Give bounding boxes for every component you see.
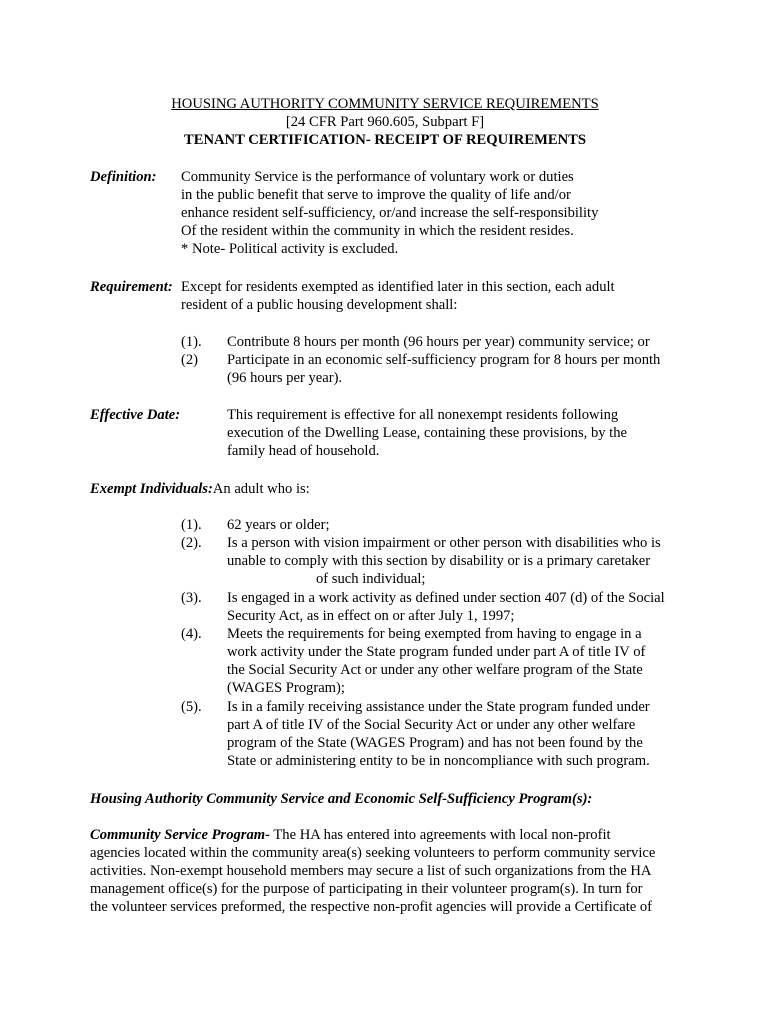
- exempt-item-number: (5).: [181, 699, 202, 715]
- exempt-item-number: (2).: [181, 535, 202, 551]
- effective-date-label: Effective Date:: [90, 407, 181, 423]
- definition-line: enhance resident self-sufficiency, or/and increase the self-responsibility: [181, 205, 599, 221]
- exempt-heading-row: [90, 480, 310, 498]
- document-subtitle: TENANT CERTIFICATION- RECEIPT OF REQUIREMENTS: [184, 132, 586, 148]
- exempt-item-text: State or administering entity to be in noncompliance with such program.: [227, 753, 650, 769]
- exempt-item-number: (4).: [181, 626, 202, 642]
- document-title: [0, 95, 770, 113]
- definition-note: * Note- Political activity is excluded.: [181, 241, 399, 257]
- exempt-item-number: (3).: [181, 590, 202, 606]
- exempt-item-text: (WAGES Program);: [227, 680, 345, 696]
- exempt-item-text: 62 years or older;: [227, 517, 330, 533]
- requirement-label: Requirement:: [90, 279, 173, 295]
- community-service-text: The HA has entered into agreements with local non-profit: [273, 827, 611, 843]
- effective-date-line: execution of the Dwelling Lease, containing these provisions, by the: [227, 425, 628, 441]
- exempt-item-text: Meets the requirements for being exempted from having to engage in a: [227, 626, 642, 642]
- definition-line: Of the resident within the community in which the resident resides.: [181, 223, 574, 239]
- requirement-item-number: (1).: [181, 334, 202, 350]
- exempt-item-text: Is in a family receiving assistance under the State program funded under: [227, 699, 650, 715]
- exempt-item-text: program of the State (WAGES Program) and has not been found by the: [227, 735, 643, 751]
- exempt-intro: An adult who is:: [212, 481, 310, 497]
- exempt-item-text: unable to comply with this section by disability or is a primary caretaker: [227, 553, 651, 569]
- community-service-line: the volunteer services preformed, the respective non-profit agencies will provide a Certificate of: [90, 899, 653, 915]
- community-service-line: management office(s) for the purpose of participating in their volunteer program(s). In turn for: [90, 881, 643, 897]
- community-service-label: Community Service Program-: [90, 827, 270, 843]
- document-title-text: HOUSING AUTHORITY COMMUNITY SERVICE REQUIREMENTS: [171, 96, 599, 112]
- exempt-item-text: Is engaged in a work activity as defined under section 407 (d) of the Social: [227, 590, 665, 606]
- requirement-line: resident of a public housing development shall:: [181, 297, 458, 313]
- exempt-label: Exempt Individuals:: [90, 481, 213, 497]
- requirement-line: Except for residents exempted as identified later in this section, each adult: [181, 279, 615, 295]
- requirement-item-number: (2): [181, 352, 199, 368]
- exempt-item-text: part A of title IV of the Social Security Act or under any other welfare: [227, 717, 636, 733]
- effective-date-line: This requirement is effective for all nonexempt residents following: [227, 407, 619, 423]
- definition-line: in the public benefit that serve to improve the quality of life and/or: [181, 187, 571, 203]
- requirement-item-text: Contribute 8 hours per month (96 hours per year) community service; or: [227, 334, 650, 350]
- requirement-item-text: Participate in an economic self-sufficiency program for 8 hours per month: [227, 352, 661, 368]
- community-service-row: [90, 826, 611, 844]
- exempt-item-text: of such individual;: [316, 571, 426, 587]
- community-service-line: agencies located within the community area(s) seeking volunteers to perform community service: [90, 845, 656, 861]
- community-service-line: activities. Non-exempt household members may secure a list of such organizations from the HA: [90, 863, 652, 879]
- requirement-item-text: (96 hours per year).: [227, 370, 343, 386]
- exempt-item-text: the Social Security Act or under any other welfare program of the State: [227, 662, 643, 678]
- exempt-item-text: work activity under the State program funded under part A of title IV of: [227, 644, 646, 660]
- definition-label: Definition:: [90, 169, 157, 185]
- cfr-citation: [24 CFR Part 960.605, Subpart F]: [285, 114, 485, 130]
- effective-date-line: family head of household.: [227, 443, 380, 459]
- exempt-item-text: Security Act, as in effect on or after July 1, 1997;: [227, 608, 515, 624]
- exempt-item-number: (1).: [181, 517, 202, 533]
- definition-line: Community Service is the performance of voluntary work or duties: [181, 169, 574, 185]
- programs-heading: Housing Authority Community Service and Economic Self-Sufficiency Program(s):: [90, 791, 593, 807]
- exempt-item-text: Is a person with vision impairment or other person with disabilities who is: [227, 535, 661, 551]
